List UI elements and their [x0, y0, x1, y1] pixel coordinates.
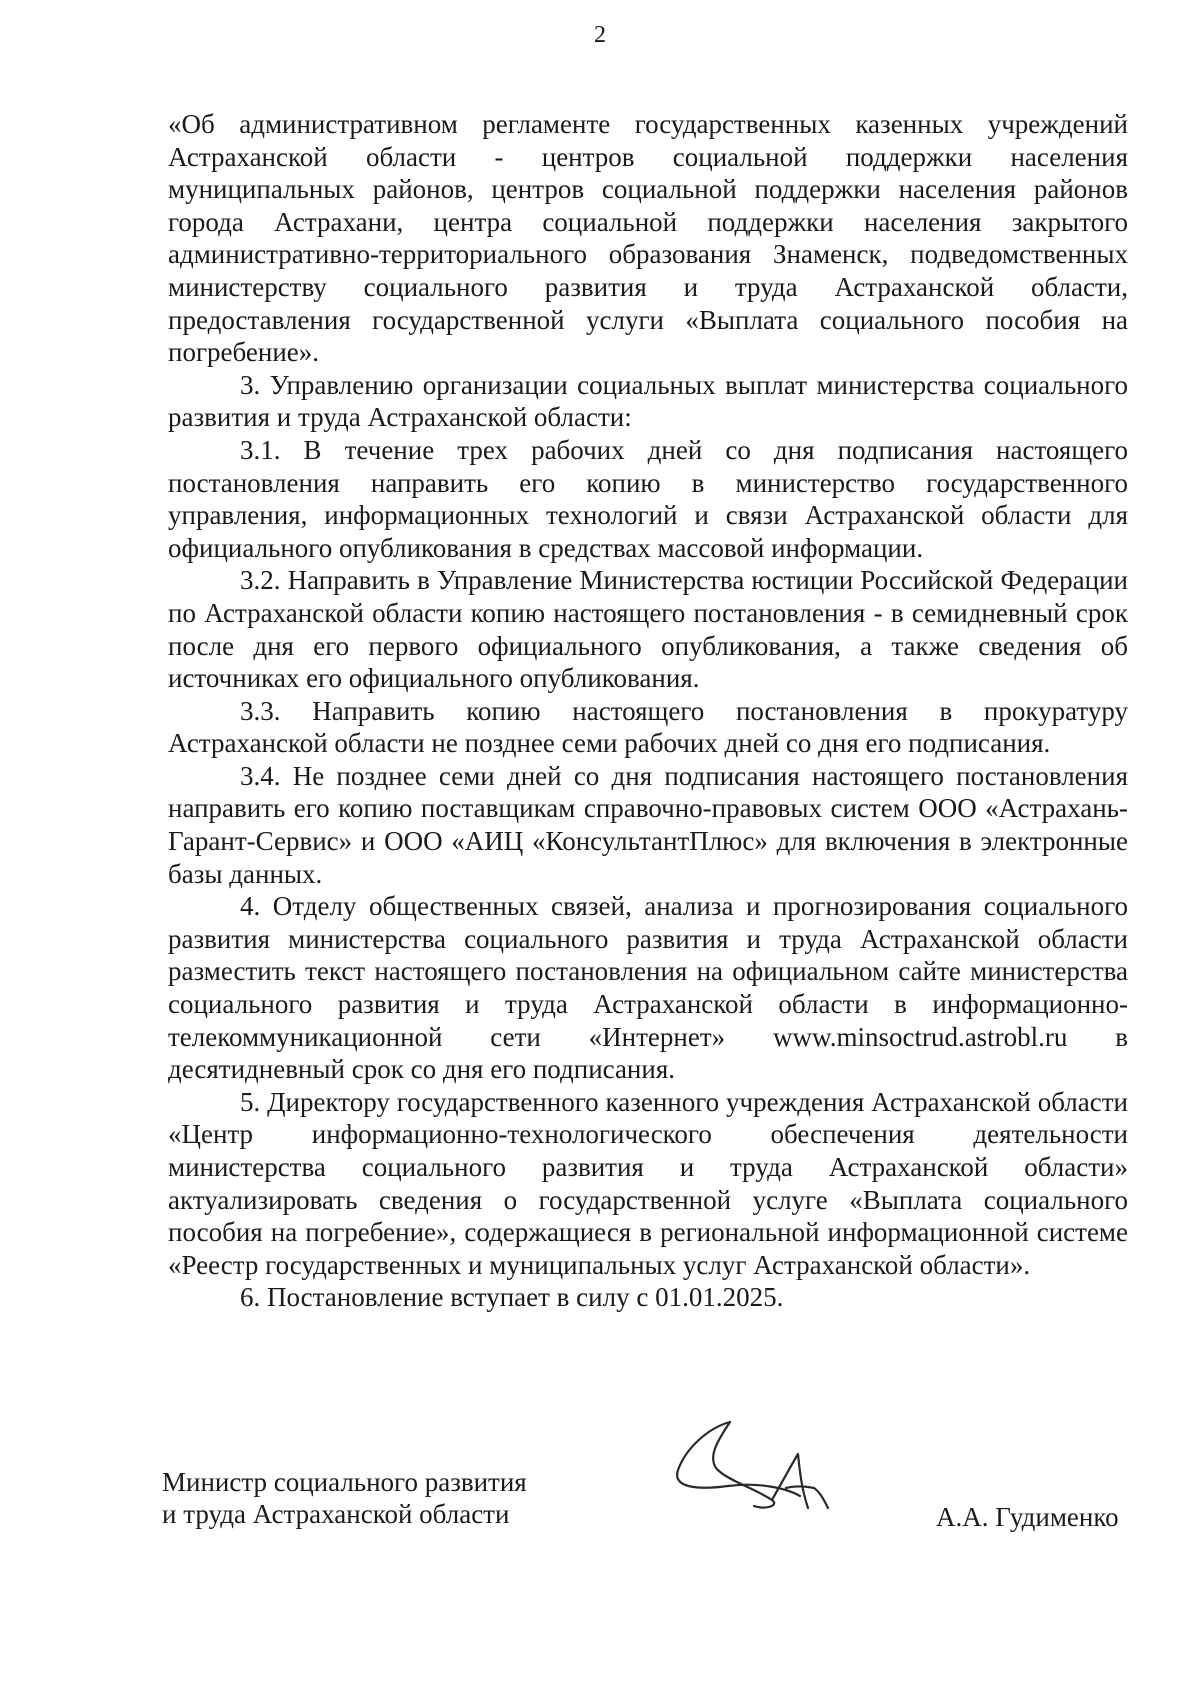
signatory-title: [162, 1466, 527, 1530]
paragraph-3: 3. Управлению организации социальных выплат министерства социального развития и труда Астраханской области:: [168, 369, 1128, 433]
handwritten-signature: [668, 1418, 848, 1528]
document-body: [168, 108, 1128, 1314]
page-number: 2: [594, 22, 606, 48]
paragraph-5: 5. Директору государственного казенного учреждения Астраханской области «Центр информационно-технологического обеспечения деятельности министерства социального развития и труда Астраханской области» актуализировать сведения о государственной услуге «Выплата социального пособия на погребение», содержащиеся в региональной информационной системе «Реестр государственных и муниципальных услуг Астраханской области».: [168, 1086, 1128, 1280]
signatory-title-line1: Министр социального развития: [162, 1467, 527, 1497]
signatory-title-line2: и труда Астраханской области: [162, 1499, 510, 1529]
paragraph-regulation-title: «Об административном регламенте государственных казенных учреждений Астраханской области - центров социальной поддержки населения муниципальных районов, центров социальной поддержки населения районов города Астрахани, центра социальной поддержки населения закрытого административно-территориального образования Знаменск, подведомственных министерству социального развития и труда Астраханской области, предоставления государственной услуги «Выплата социального пособия на погребение».: [168, 109, 1128, 368]
paragraph-6: 6. Постановление вступает в силу с 01.01.2025.: [240, 1282, 784, 1313]
paragraph-4: 4. Отделу общественных связей, анализа и прогнозирования социального развития министерства социального развития и труда Астраханской области разместить текст настоящего постановления на официальном сайте министерства социального развития и труда Астраханской области в информационно-телекоммуникационной сети «Интернет» www.minsoctrud.astrobl.ru в десятидневный срок со дня его подписания.: [168, 891, 1128, 1085]
paragraph-3-1: 3.1. В течение трех рабочих дней со дня подписания настоящего постановления направить его копию в министерство государственного управления, информационных технологий и связи Астраханской области для официального опубликования в средствах массовой информации.: [168, 434, 1128, 563]
paragraph-3-3: 3.3. Направить копию настоящего постановления в прокуратуру Астраханской области не позднее семи рабочих дней со дня его подписания.: [168, 695, 1128, 759]
paragraph-3-4: 3.4. Не позднее семи дней со дня подписания настоящего постановления направить его копию поставщикам справочно-правовых систем ООО «Астрахань-Гарант-Сервис» и ООО «АИЦ «КонсультантПлюс» для включения в электронные базы данных.: [168, 760, 1128, 889]
signatory-name: А.А. Гудименко: [936, 1502, 1119, 1532]
paragraph-3-2: 3.2. Направить в Управление Министерства юстиции Российской Федерации по Астраханской области копию настоящего постановления - в семидневный срок после дня его первого официального опубликования, а также сведения об источниках его официального опубликования.: [168, 565, 1128, 694]
